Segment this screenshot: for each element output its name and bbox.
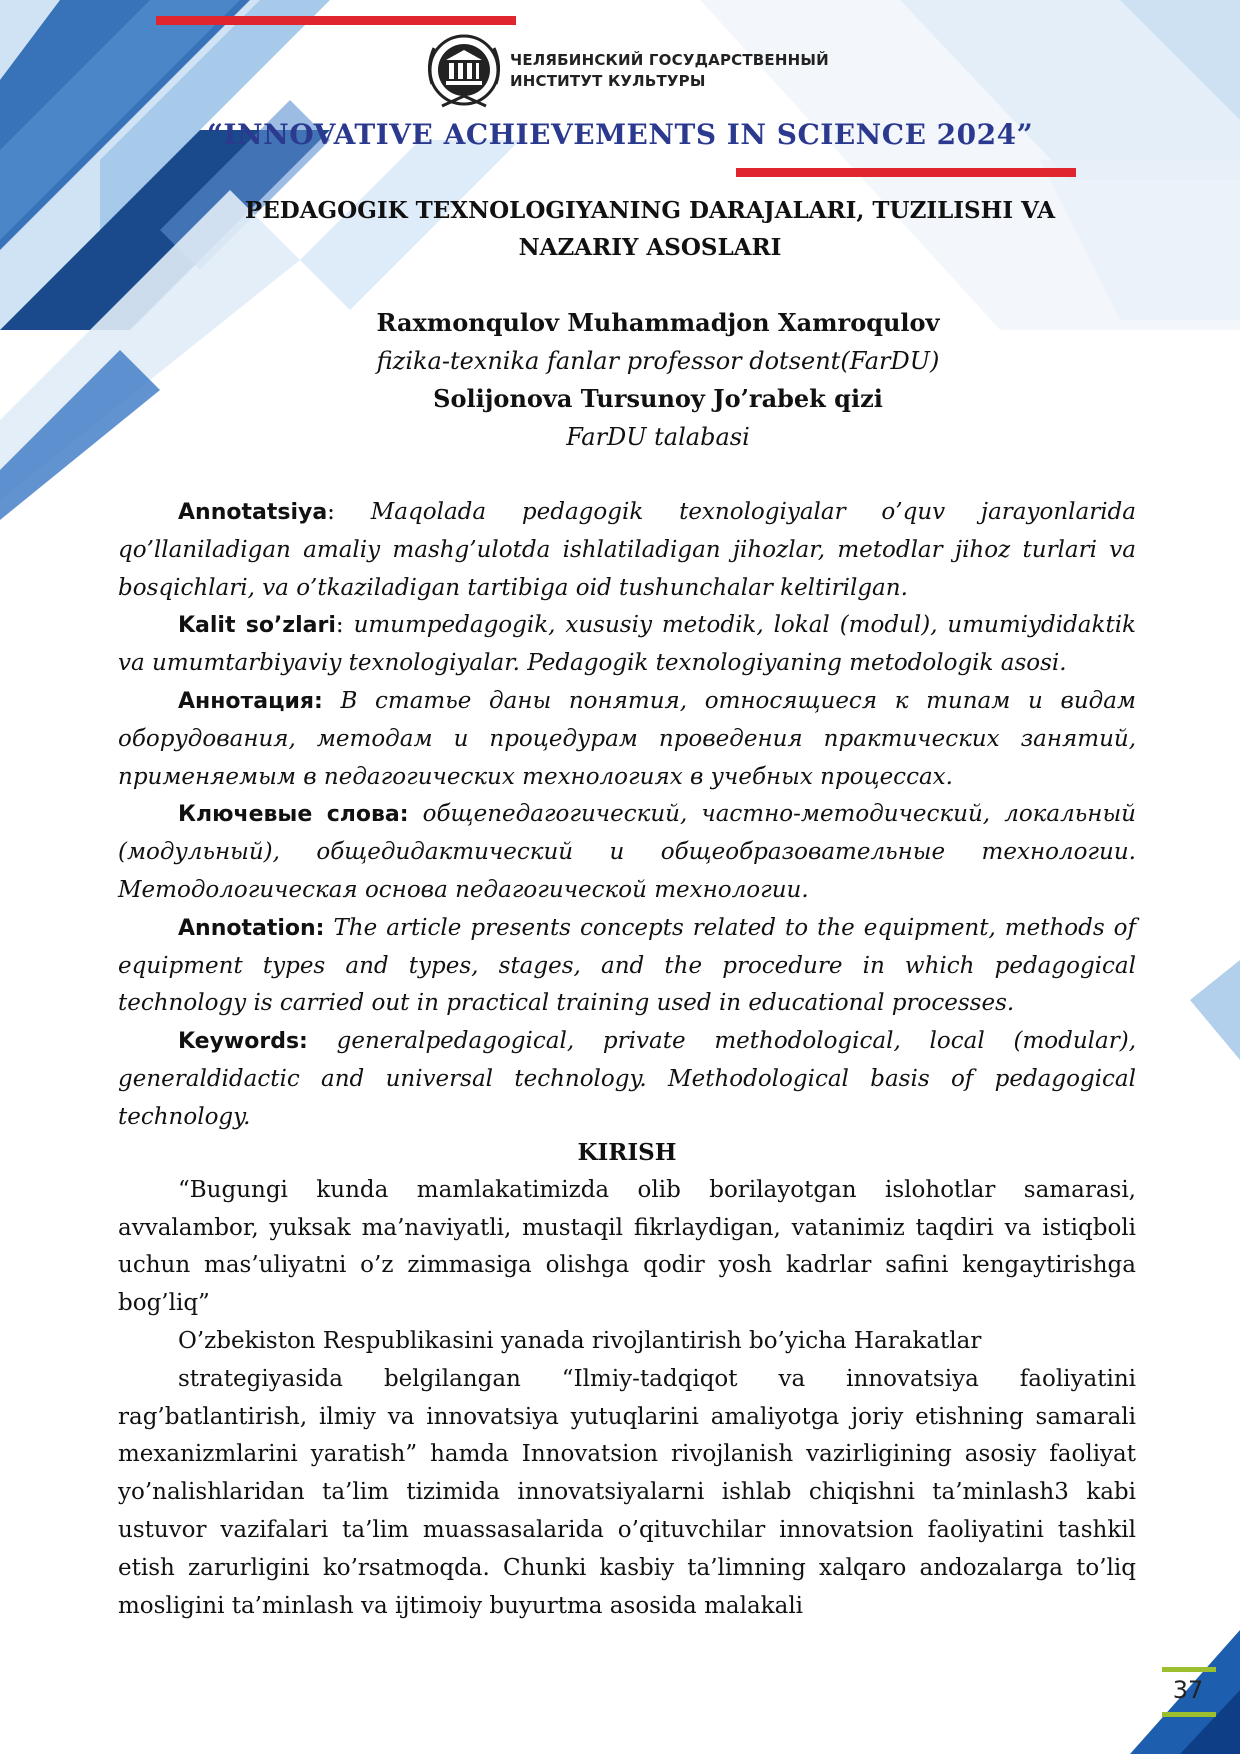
introduction-section: [118, 1134, 1136, 1625]
header-red-bar-top: [156, 16, 516, 25]
paper-title-line2: NAZARIY ASOSLARI: [518, 234, 782, 261]
abstract-label: Аннотация:: [178, 688, 323, 714]
intro-paragraph: strategiyasida belgilangan “Ilmiy-tadqiqot va innovatsiya faoliyatini rag’batlantirish, ilmiy va innovatsiya yutuqlarini amaliyotga joriy etishning samarali mexanizmlarini yaratish” hamda Innovatsion rivojlanish vazirligining asosiy faoliyat yo’nalishlaridan ta’lim tizimida innovatsiyalarni ishlab chiqishni ta’minlash3 kabi ustuvor vazifalari ta’lim muassasalarida o’qituvchilar innovatsion faoliyatini tashkil etish zarurligini ko’rsatmoqda. Chunki kasbiy ta’limning xalqaro andozalarga to’liq mosligini ta’minlash va ijtimoiy buyurtma asosida malakali: [118, 1365, 1136, 1619]
paper-title-line1: PEDAGOGIK TEXNOLOGIYANING DARAJALARI, TUZILISHI VA: [244, 197, 1056, 224]
abstract-label: Annotation:: [178, 915, 325, 941]
abstract-label: Annotatsiya: [178, 500, 328, 525]
abstract-text: The article presents concepts related to the equipment, methods of equipment types and types, stages, and the procedure in which pedagogical technology is carried out in practical training used in educational processes.: [118, 914, 1136, 1017]
institute-logo: [418, 26, 838, 120]
abstract-text: umumpedagogik, xususiy metodik, lokal (modul), umumiydidaktik va umumtarbiyaviy texnologiyalar. Pedagogik texnologiyaning metodologik asosi.: [118, 612, 1136, 677]
page-number-rule: [1162, 1712, 1216, 1717]
abstract-text: В статье даны понятия, относящиеся к типам и видам оборудования, методам и процедурам проведения практических занятий, применяемым в педагогических технологиях в учебных процессах.: [118, 687, 1136, 790]
institute-emblem-icon: [418, 26, 510, 118]
section-heading: KIRISH: [577, 1139, 677, 1166]
abstract-en: [118, 910, 1136, 1023]
institute-name-line2: ИНСТИТУТ КУЛЬТУРЫ: [510, 72, 706, 90]
paper-title: [180, 192, 1120, 266]
institute-name: [510, 50, 829, 92]
conference-title: “INNOVATIVE ACHIEVEMENTS IN SCIENCE 2024”: [206, 118, 1034, 151]
author-name: Solijonova Tursunoy Jo’rabek qizi: [433, 384, 883, 413]
header-red-bar-bottom: [736, 168, 1076, 177]
abstract-label: Kalit so’zlari: [178, 613, 336, 639]
intro-paragraph: O’zbekiston Respublikasini yanada rivojlantirish bo’yicha Harakatlar: [178, 1327, 982, 1354]
abstract-label: Keywords:: [178, 1029, 308, 1055]
keywords-ru: [118, 796, 1136, 909]
page-number: 37: [1172, 1676, 1204, 1704]
abstract-ru: [118, 683, 1136, 796]
author-name: Raxmonqulov Muhammadjon Xamroqulov: [376, 308, 940, 337]
abstract-text: generalpedagogical, private methodological, local (modular), generaldidactic and universal technology. Methodological basis of pedagogical technology.: [118, 1028, 1136, 1130]
author-affiliation: fizika-texnika fanlar professor dotsent(FarDU): [376, 347, 940, 375]
abstract-text: общепедагогический, частно-методический, локальный (модульный), общедидактический и общеобразовательные технологии. Методологическая основа педагогической технологии.: [118, 801, 1136, 903]
abstract-uz: Annotatsiya: Maqolada pedagogik texnologiyalar o’quv jarayonlarida qo’llaniladigan amaliy mashg’ulotda ishlatiladigan jihozlar, metodlar jihoz turlari va bosqichlari, va o’tkaziladigan tartibiga oid tushunchalar keltirilgan.: [118, 499, 1136, 601]
institute-name-line1: ЧЕЛЯБИНСКИЙ ГОСУДАРСТВЕННЫЙ: [510, 51, 829, 69]
abstract-section: [118, 494, 1136, 1137]
intro-paragraph: “Bugungi kunda mamlakatimizda olib borilayotgan islohotlar samarasi, avvalambor, yuksak ma’naviyatli, mustaqil fikrlaydigan, vatanimiz taqdiri va istiqboli uchun mas’uliyatni o’z zimmasiga olishga qodir yosh kadrlar safini kengaytirishga bog’liq”: [118, 1176, 1136, 1317]
abstract-text: Maqolada pedagogik texnologiyalar o’quv jarayonlarida qo’llaniladigan amaliy mashg’ulotda ishlatiladigan jihozlar, metodlar jihoz turlari va bosqichlari, va o’tkaziladigan tartibiga oid tushunchalar keltirilgan.: [118, 499, 1136, 601]
page-number-rule: [1162, 1667, 1216, 1672]
keywords-uz: Kalit so’zlari: umumpedagogik, xususiy metodik, lokal (modul), umumiydidaktik va umumtarbiyaviy texnologiyalar. Pedagogik texnologiyaning metodologik asosi.: [118, 612, 1136, 677]
abstract-label: Ключевые слова:: [178, 802, 409, 828]
author-block: [0, 304, 1240, 456]
keywords-en: [118, 1023, 1136, 1136]
author-affiliation: FarDU talabasi: [566, 423, 750, 451]
